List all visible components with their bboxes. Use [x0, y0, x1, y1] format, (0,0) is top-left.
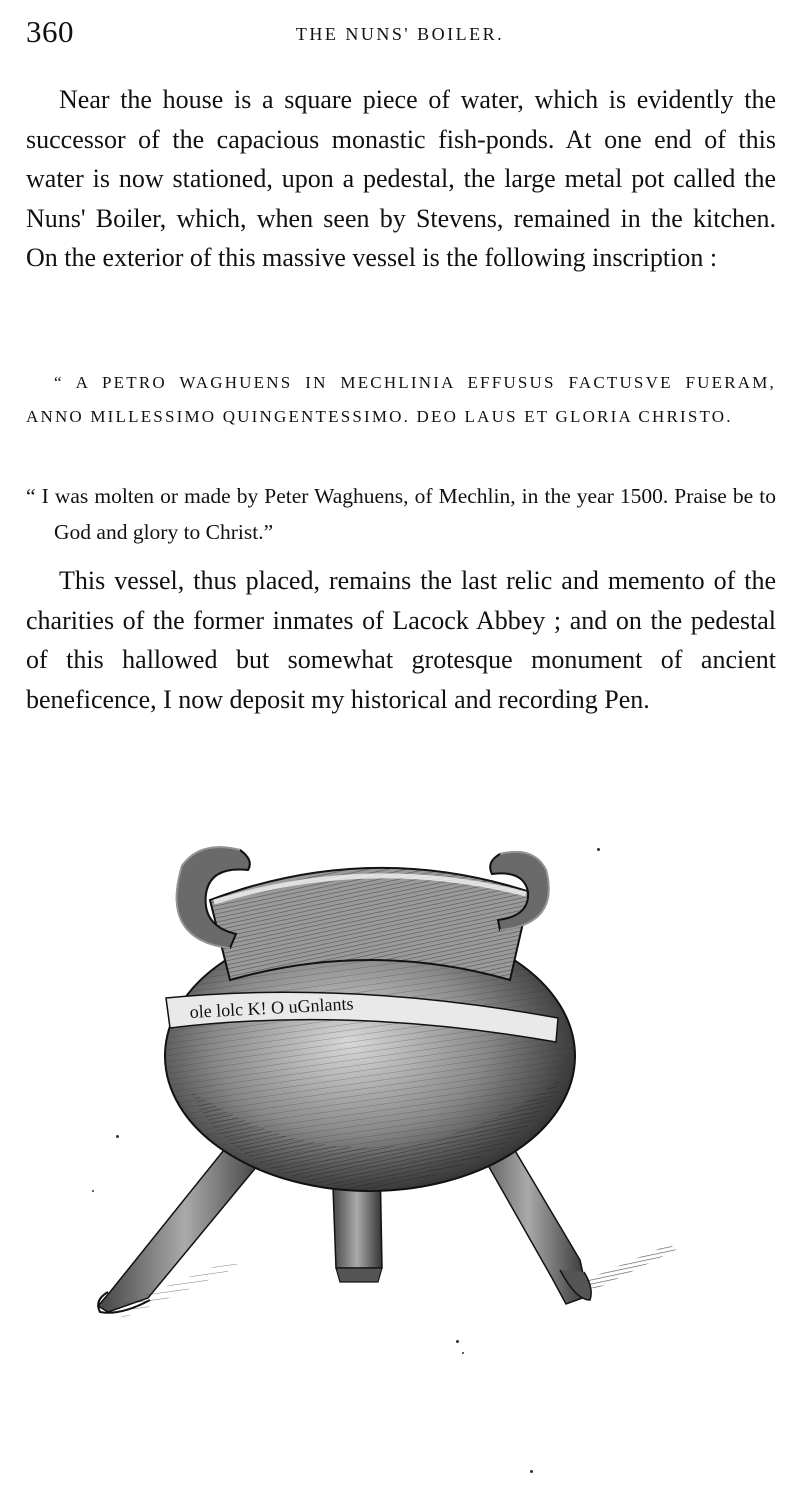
running-head: THE NUNS' BOILER.: [295, 24, 505, 44]
ink-speck: [597, 848, 600, 851]
band-inscription-text: ole lolc K! O uGnlants: [189, 993, 354, 1022]
inscription-latin: “ A PETRO WAGHUENS IN MECHLINIA EFFUSUS FACTUSVE FUERAM, ANNO MILLESSIMO QUINGENTESSIMO. DEO LAUS ET GLORIA CHRISTO.: [26, 373, 776, 426]
page-header: [26, 14, 774, 54]
boiler-illustration-svg: [90, 830, 690, 1350]
paragraph-2: This vessel, thus placed, remains the last relic and memento of the charities of the former inmates of Lacock Abbey ; and on the pedestal of this hallowed but somewhat grotesque monument of ancient beneficence, I now deposit my historical and recording Pen.: [26, 566, 776, 714]
page-number: 360: [26, 14, 74, 49]
inscription-translation: “ I was molten or made by Peter Waghuens, of Mechlin, in the year 1500. Praise be to God and glory to Christ.”: [26, 484, 776, 544]
paragraph-1: Near the house is a square piece of water, which is evidently the successor of the capacious monastic fish-ponds. At one end of this water is now stationed, upon a pedestal, the large metal pot called the Nuns' Boiler, which, when seen by Stevens, remained in the kitchen. On the exterior of this massive vessel is the following inscription :: [26, 85, 776, 272]
ink-speck: [456, 1340, 459, 1343]
ink-speck: [92, 1190, 94, 1192]
ink-speck: [462, 1352, 464, 1354]
nuns-boiler-engraving: [90, 830, 690, 1350]
ink-speck: [116, 1135, 119, 1138]
ink-speck: [530, 1470, 533, 1473]
